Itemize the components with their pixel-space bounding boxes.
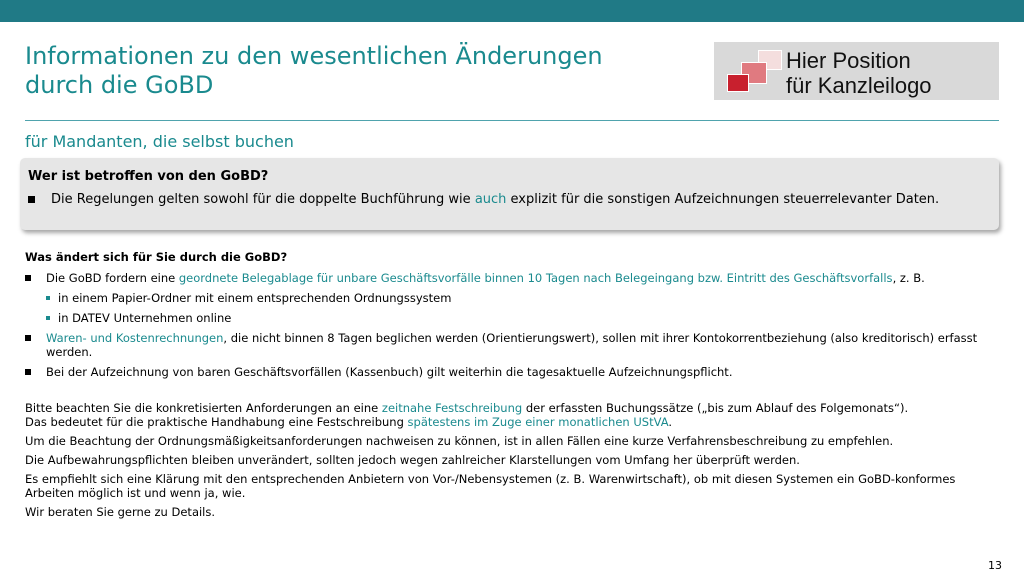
highlight-text: auch xyxy=(474,192,507,207)
callout-box xyxy=(20,158,999,230)
page-subtitle: für Mandanten, die selbst buchen xyxy=(25,132,294,151)
sub-bullet-icon xyxy=(46,316,50,320)
body-content xyxy=(25,250,1000,524)
section-heading: Was ändert sich für Sie durch die GoBD? xyxy=(25,250,288,264)
list-item: Waren- und Kostenrechnungen, die nicht binnen 8 Tagen beglichen werden (Orientierungswert), sollen mit ihrer Kontokorrentbeziehung (also kreditorisch) erfasst werden. xyxy=(25,331,1000,359)
paragraph: Wir beraten Sie gerne zu Details. xyxy=(25,505,216,519)
paragraph: Bitte beachten Sie die konkretisierten Anforderungen an eine zeitnahe Festschreibung der erfassten Buchungssätze („bis zum Ablauf des Folgemonats“). Das bedeutet für die praktische Handhabung eine Festschreibung spätestens im Zuge einer monatlichen UStVA. xyxy=(25,401,909,429)
top-accent-bar xyxy=(0,0,1024,22)
square-bullet-icon xyxy=(25,369,31,375)
paragraph: Es empfiehlt sich eine Klärung mit den entsprechenden Anbietern von Vor-/Nebensystemen (z. B. Warenwirtschaft), ob mit diesen Systemen ein GoBD-konformes Arbeiten möglich ist und wenn ja, wie. xyxy=(25,472,956,500)
header-divider xyxy=(25,120,999,121)
paragraph: Um die Beachtung der Ordnungsmäßigkeitsanforderungen nachweisen zu können, ist in allen Fällen eine kurze Verfahrensbeschreibung zu empfehlen. xyxy=(25,434,894,448)
paragraph: Die Aufbewahrungspflichten bleiben unverändert, sollten jedoch wegen zahlreicher Klarstellungen vom Umfang her überprüft werden. xyxy=(25,453,800,467)
list-item: Die GoBD fordern eine geordnete Belegablage für unbare Geschäftsvorfälle binnen 10 Tagen nach Belegeingang bzw. Eintritt des Geschäftsvorfalls, z. B. xyxy=(25,271,1000,285)
callout-bullet: Die Regelungen gelten sowohl für die doppelte Buchführung wie auch explizit für die sonstigen Aufzeichnungen steuerrelevanter Daten. xyxy=(28,191,968,208)
title-line-1: Informationen zu den wesentlichen Änderungen xyxy=(25,42,603,70)
highlight-text: zeitnahe Festschreibung xyxy=(381,401,523,415)
highlight-text: Waren- und Kostenrechnungen xyxy=(46,331,224,345)
sub-list-item: in einem Papier-Ordner mit einem entsprechenden Ordnungssystem xyxy=(25,291,1000,305)
square-bullet-icon xyxy=(25,275,31,281)
logo-placeholder xyxy=(714,42,999,100)
square-bullet-icon xyxy=(28,196,35,203)
highlight-text: geordnete Belegablage für unbare Geschäftsvorfälle binnen 10 Tagen nach Belegeingang bzw. Eintritt des Geschäftsvorfalls xyxy=(178,271,893,285)
highlight-text: spätestens im Zuge einer monatlichen UStVA xyxy=(407,415,669,429)
sub-list-item: in DATEV Unternehmen online xyxy=(25,311,1000,325)
logo-text: Hier Position für Kanzleilogo xyxy=(786,48,932,98)
square-bullet-icon xyxy=(25,335,31,341)
logo-square-dark xyxy=(727,74,749,92)
sub-bullet-icon xyxy=(46,296,50,300)
list-item: Bei der Aufzeichnung von baren Geschäftsvorfällen (Kassenbuch) gilt weiterhin die tagesaktuelle Aufzeichnungspflicht. xyxy=(25,365,1000,379)
page-number: 13 xyxy=(988,559,1002,572)
title-line-2: durch die GoBD xyxy=(25,71,214,99)
page-title xyxy=(25,42,665,100)
callout-heading: Wer ist betroffen von den GoBD? xyxy=(28,169,269,184)
